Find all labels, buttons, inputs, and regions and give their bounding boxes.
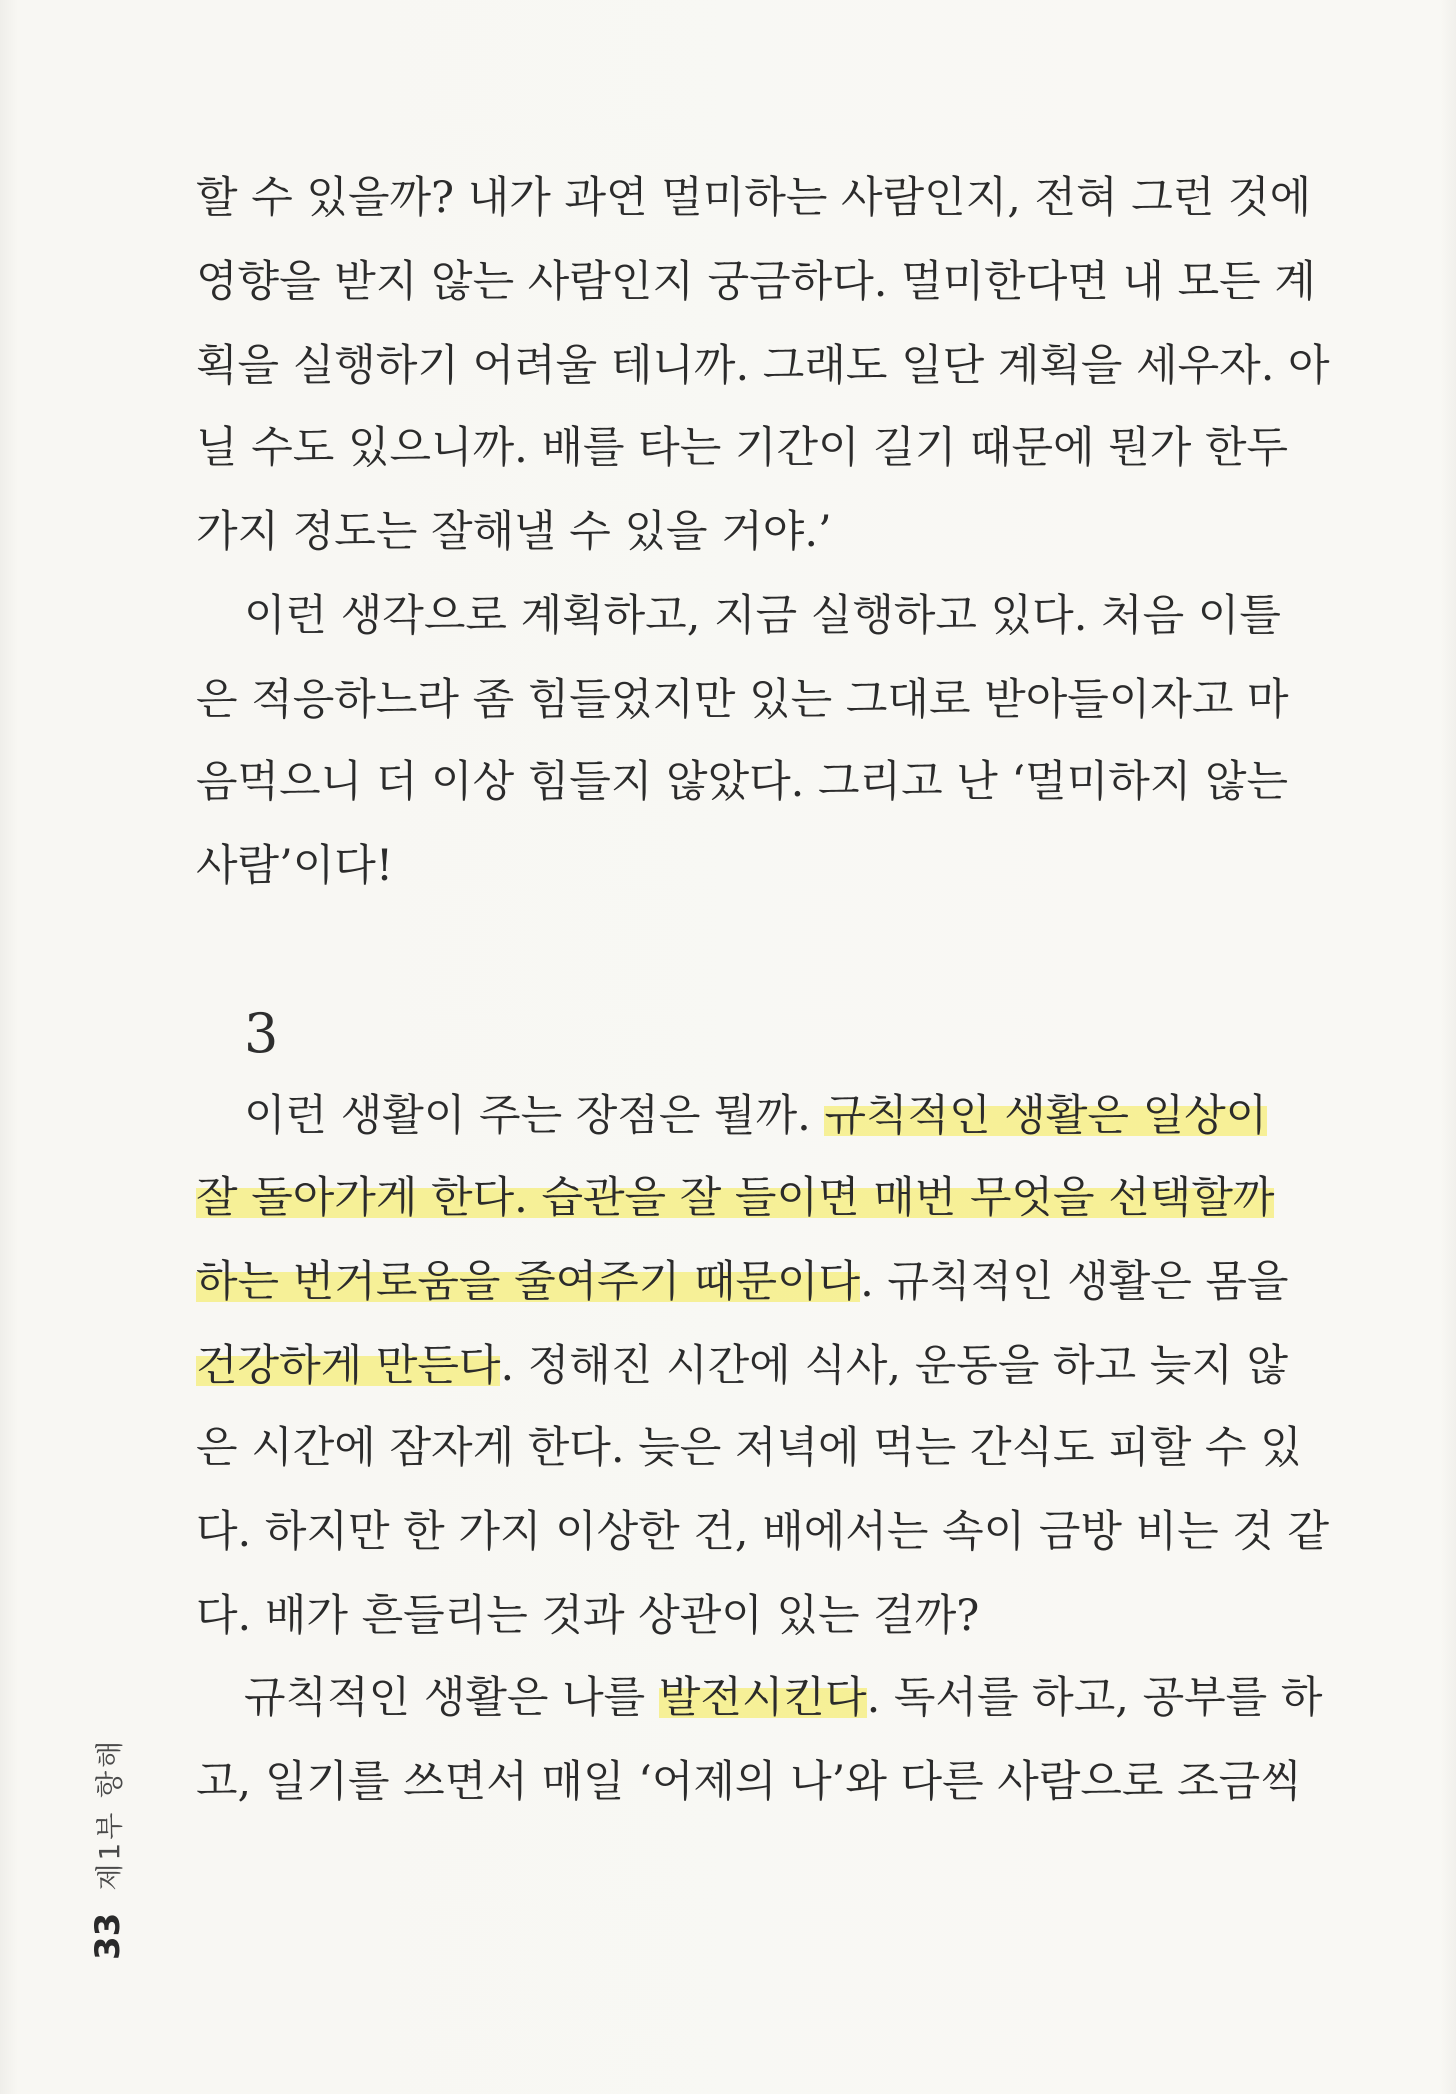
highlighted-text: 건강하게 만든다 — [196, 1341, 501, 1391]
plain-text: . 정해진 시간에 식사, 운동을 하고 늦지 않 — [500, 1341, 1289, 1391]
plain-text: 규칙적인 생활은 나를 — [244, 1673, 659, 1723]
text-line — [244, 1086, 1268, 1146]
plain-text: 이런 생활이 주는 장점은 뭘까. — [244, 1091, 825, 1141]
text-line: 가지 정도는 잘해낼 수 있을 거야.’ — [196, 507, 832, 557]
highlighted-text: 발전시킨다 — [658, 1673, 867, 1723]
text-line: 음먹으니 더 이상 힘들지 않았다. 그리고 난 ‘멀미하지 않는 — [196, 757, 1289, 807]
highlighted-text: 하는 번거로움을 줄여주기 때문이다 — [196, 1257, 861, 1307]
text-line: 다. 하지만 한 가지 이상한 건, 배에서는 속이 금방 비는 것 같 — [196, 1507, 1330, 1557]
text-line — [196, 1168, 1275, 1228]
text-line: 사람’이다! — [196, 841, 394, 891]
text-line: 획을 실행하기 어려울 테니까. 그래도 일단 계획을 세우자. 아 — [196, 341, 1330, 391]
text-line: 고, 일기를 쓰면서 매일 ‘어제의 나’와 다른 사람으로 조금씩 — [196, 1757, 1302, 1807]
text-line: 이런 생각으로 계획하고, 지금 실행하고 있다. 처음 이틀 — [244, 591, 1281, 641]
text-line — [244, 1668, 1323, 1728]
folio-rotated — [78, 1660, 138, 1960]
text-line: 영향을 받지 않는 사람인지 궁금하다. 멀미한다면 내 모든 계 — [196, 257, 1316, 307]
page-number: 33 — [88, 1912, 128, 1960]
folio — [78, 1660, 138, 1960]
highlighted-text: 잘 돌아가게 한다. 습관을 잘 들이면 매번 무엇을 선택할까 — [196, 1173, 1275, 1223]
section-number: 3 — [244, 1002, 279, 1065]
text-line: 닐 수도 있으니까. 배를 타는 기간이 길기 때문에 뭔가 한두 — [196, 423, 1289, 473]
text-line: 은 적응하느라 좀 힘들었지만 있는 그대로 받아들이자고 마 — [196, 675, 1289, 725]
highlighted-text: 규칙적인 생활은 일상이 — [824, 1091, 1268, 1141]
text-line — [196, 1336, 1289, 1396]
plain-text: . 규칙적인 생활은 몸을 — [860, 1257, 1289, 1307]
plain-text: . 독서를 하고, 공부를 하 — [866, 1673, 1323, 1723]
text-line — [196, 1252, 1289, 1312]
running-head: 제1부 항해 — [93, 1737, 126, 1891]
text-line: 다. 배가 흔들리는 것과 상관이 있는 걸까? — [196, 1591, 980, 1641]
text-line: 할 수 있을까? 내가 과연 멀미하는 사람인지, 전혀 그런 것에 — [196, 173, 1312, 223]
text-line: 은 시간에 잠자게 한다. 늦은 저녁에 먹는 간식도 피할 수 있 — [196, 1423, 1302, 1473]
